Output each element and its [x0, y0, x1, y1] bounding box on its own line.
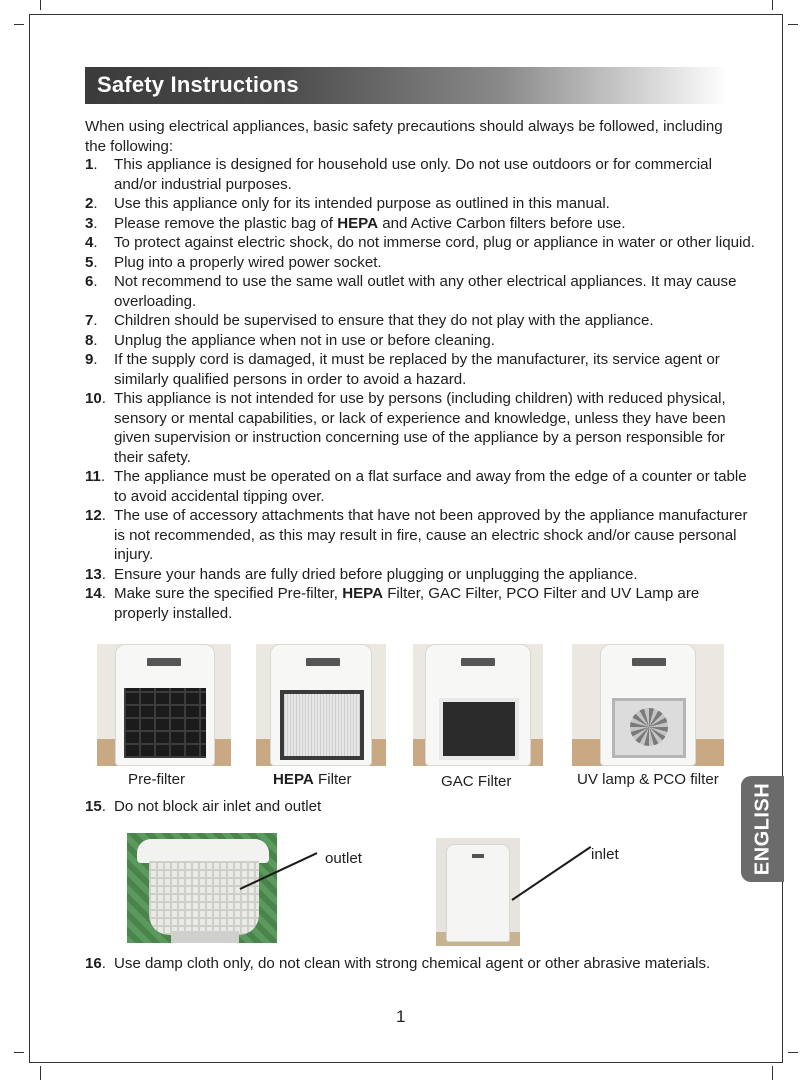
page-title: Safety Instructions: [97, 72, 299, 97]
inlet-photo: [436, 838, 520, 946]
item-text: Filter, GAC Filter, PCO Filter and UV Lamp are properly installed.: [114, 585, 700, 622]
item-number: 5.: [85, 253, 98, 271]
item-text: Unplug the appliance when not in use or before cleaning.: [114, 331, 495, 349]
item-number: 9.: [85, 351, 98, 368]
item-text: Not recommend to use the same wall outlet with any other electrical appliances. It may cause overloading.: [114, 273, 737, 310]
item-text: To protect against electric shock, do not immerse cord, plug or appliance in water or other liquid.: [114, 234, 755, 251]
crop-mark: [14, 24, 24, 25]
item-text: Plug into a properly wired power socket.: [114, 253, 382, 271]
crop-mark: [40, 0, 41, 10]
page-number: 1: [396, 1007, 406, 1026]
crop-mark: [40, 1066, 41, 1080]
gac-filter-photo: [413, 644, 543, 766]
section-header: [85, 67, 728, 104]
list-item: [85, 506, 755, 565]
item-number: 10.: [85, 390, 106, 407]
item-text: If the supply cord is damaged, it must be replaced by the manufacturer, its service agent or similarly qualified persons in order to avoid a hazard.: [114, 351, 720, 388]
item-number: 7.: [85, 312, 98, 329]
item-text: Ensure your hands are fully dried before plugging or unplugging the appliance.: [114, 565, 638, 583]
outlet-photo: [127, 833, 277, 943]
inlet-callout: inlet: [591, 846, 619, 863]
item-number: 2.: [85, 195, 98, 212]
hepa-filter-photo: [256, 644, 386, 766]
hepa-caption-rest: Filter: [313, 771, 352, 788]
item-number: 8.: [85, 331, 98, 349]
item-text: Children should be supervised to ensure that they do not play with the appliance.: [114, 312, 654, 329]
crop-mark: [788, 24, 798, 25]
item-number: 6.: [85, 273, 98, 290]
crop-mark: [788, 1052, 798, 1053]
prefilter-photo: [97, 644, 231, 766]
list-item: [85, 467, 755, 506]
item-text: Use damp cloth only, do not clean with strong chemical agent or other abrasive materials.: [114, 955, 711, 972]
list-item: [85, 331, 755, 351]
item-text: and Active Carbon filters before use.: [378, 214, 626, 232]
list-item: [85, 233, 755, 253]
item-text-bold: HEPA: [342, 585, 384, 602]
gac-filter-caption: GAC Filter: [441, 773, 512, 790]
safety-list: [85, 155, 755, 623]
item-text: This appliance is not intended for use by persons (including children) with reduced physical, sensory or mental capabilities, or lack of experience and knowledge, unless they have been given supervision or instruction concerning use of the appliance by a person responsible for their safety.: [114, 390, 726, 466]
outlet-callout: outlet: [325, 850, 362, 867]
item-text-bold: HEPA: [337, 214, 379, 232]
list-item: [85, 797, 745, 817]
uv-pco-filter-caption: UV lamp & PCO filter: [577, 771, 719, 788]
item-text: Please remove the plastic bag of: [114, 214, 338, 232]
language-label: ENGLISH: [751, 782, 773, 876]
list-item: [85, 311, 755, 331]
prefilter-caption: Pre-filter: [128, 771, 186, 788]
item-number: 1.: [85, 156, 98, 173]
crop-mark: [772, 0, 773, 10]
hepa-filter-caption: [273, 771, 352, 788]
list-item: [85, 350, 755, 389]
list-item: [85, 954, 755, 974]
crop-mark: [14, 1052, 24, 1053]
item-number: 12.: [85, 507, 106, 524]
item-text: This appliance is designed for household use only. Do not use outdoors or for commercial and/or industrial purposes.: [114, 156, 712, 193]
item-number: 11.: [85, 468, 106, 485]
list-item: [85, 584, 755, 623]
item-number: 16.: [85, 955, 106, 972]
item-text: The appliance must be operated on a flat surface and away from the edge of a counter or table to avoid accidental tipping over.: [114, 468, 747, 505]
list-item: [85, 272, 755, 311]
uv-pco-filter-photo: [572, 644, 724, 766]
item-number: 13.: [85, 565, 106, 583]
item-text: Make sure the specified Pre-filter,: [114, 585, 343, 602]
item-number: 15.: [85, 798, 106, 815]
list-item: [85, 194, 755, 214]
item-text: The use of accessory attachments that have not been approved by the appliance manufacturer is not recommended, as this may result in fire, cause an electric shock and/or cause personal injury.: [114, 507, 748, 563]
intro-text: When using electrical appliances, basic safety precautions should always be followed, including the following:: [85, 118, 723, 155]
item-text: Do not block air inlet and outlet: [114, 798, 322, 815]
list-item: [85, 565, 755, 585]
item-number: 14.: [85, 585, 106, 602]
hepa-caption-bold: HEPA: [273, 771, 314, 788]
crop-mark: [772, 1066, 773, 1080]
list-item: [85, 155, 755, 194]
list-item: [85, 389, 755, 467]
language-tab: [741, 776, 784, 882]
list-item: [85, 253, 755, 273]
item-number: 3.: [85, 214, 98, 232]
list-item: [85, 214, 755, 234]
item-number: 4.: [85, 234, 98, 251]
item-text: Use this appliance only for its intended purpose as outlined in this manual.: [114, 195, 610, 212]
